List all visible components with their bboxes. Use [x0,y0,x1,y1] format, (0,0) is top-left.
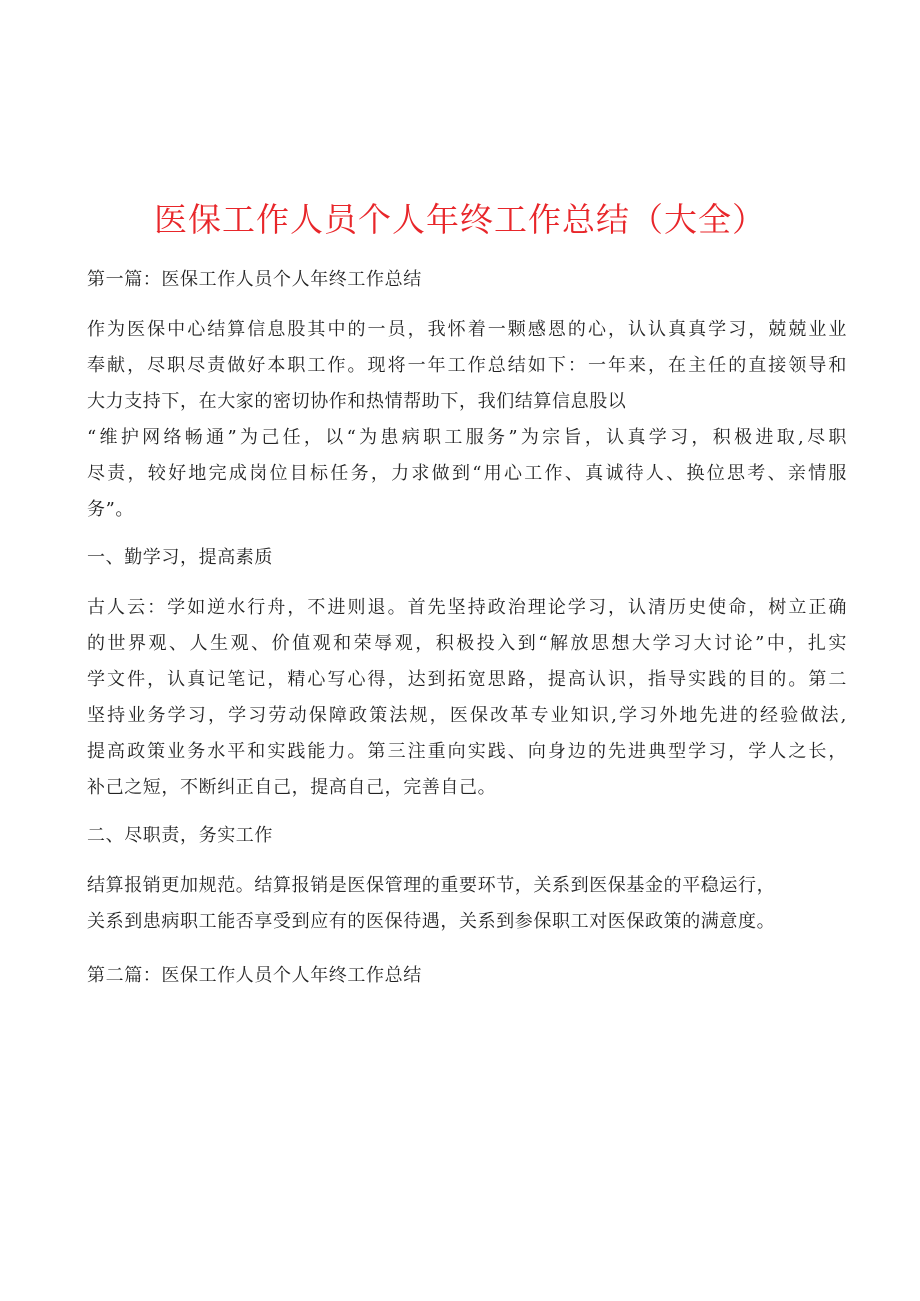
heading-text: 二、尽职责，务实工作 [87,825,273,846]
paragraph-line: 大力支持下，在大家的密切协作和热情帮助下，我们结算信息股以 [87,391,627,412]
section-heading-part-two [87,958,847,994]
paragraph-line: 的世界观、人生观、价值观和荣辱观，积极投入到“解放思想大学习大讨论”中，扎实 [87,633,847,654]
paragraph-line: 务”。 [87,499,135,520]
paragraph-line: 古人云：学如逆水行舟，不进则退。首先坚持政治理论学习，认清历史使命，树立正确 [87,597,847,618]
section-heading-duty [87,818,847,854]
heading-text: 第一篇：医保工作人员个人年终工作总结 [87,269,422,290]
paragraph-line: 坚持业务学习，学习劳动保障政策法规，医保改革专业知识,学习外地先进的经验做法, [87,705,847,726]
paragraph-line: 提高政策业务水平和实践能力。第三注重向实践、向身边的先进典型学习，学人之长， [87,741,847,762]
paragraph-line: 作为医保中心结算信息股其中的一员，我怀着一颗感恩的心，认认真真学习，兢兢业业 [87,319,847,340]
paragraph-study [87,590,847,806]
paragraph-line: 学文件，认真记笔记，精心写心得，达到拓宽思路，提高认识，指导实践的目的。第二 [87,669,847,690]
section-heading-study [87,540,847,576]
heading-text: 一、勤学习，提高素质 [87,547,273,568]
section-heading-part-one [87,262,847,298]
paragraph-line: 补己之短，不断纠正自己，提高自己，完善自己。 [87,777,497,798]
paragraph-line: 关系到患病职工能否享受到应有的医保待遇，关系到参保职工对医保政策的满意度。 [87,911,776,932]
paragraph-line: 结算报销更加规范。结算报销是医保管理的重要环节，关系到医保基金的平稳运行， [87,875,776,896]
paragraph-line: 尽责，较好地完成岗位目标任务，力求做到“用心工作、真诚待人、换位思考、亲情服 [87,463,847,484]
paragraph-line: “维护网络畅通”为己任，以“为患病职工服务”为宗旨，认真学习，积极进取,尽职 [87,427,847,448]
paragraph-duty [87,868,847,940]
document-title: 医保工作人员个人年终工作总结（大全） [154,200,766,239]
paragraph-introduction [87,312,847,528]
paragraph-line: 奉献，尽职尽责做好本职工作。现将一年工作总结如下：一年来，在主任的直接领导和 [87,355,847,376]
heading-text: 第二篇：医保工作人员个人年终工作总结 [87,965,422,986]
